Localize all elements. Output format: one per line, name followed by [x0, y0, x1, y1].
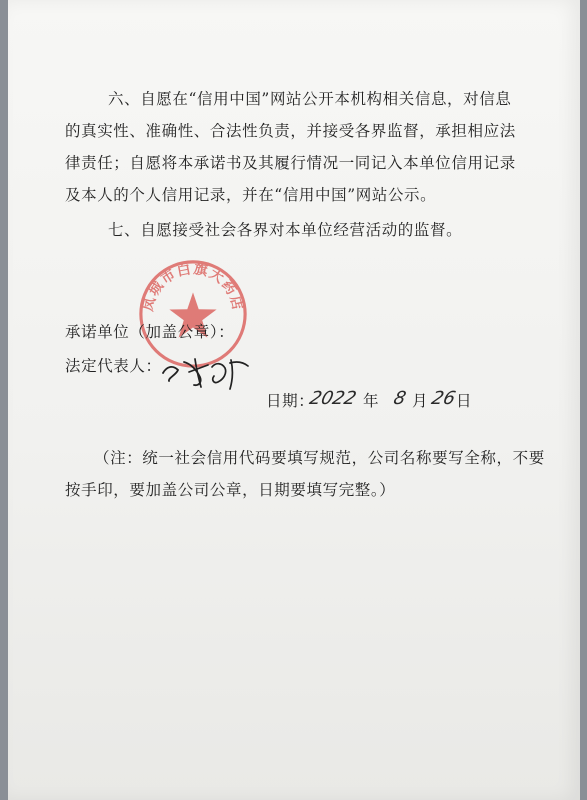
date-year-unit: 年	[363, 392, 380, 410]
seal-text: 凤城市白旗大药店	[140, 261, 246, 313]
clause-7: 七、自愿接受社会各界对本单位经营活动的监督。	[108, 221, 463, 239]
note-line-1: （注：统一社会信用代码要填写规范，公司名称要写全称，不要	[94, 449, 545, 467]
clause-6-line-2: 的真实性、准确性、合法性负责，并接受各界监督，承担相应法	[65, 122, 516, 140]
clause-6-line-1: 六、自愿在“信用中国”网站公开本机构相关信息，对信息	[108, 90, 512, 108]
document-page	[8, 0, 580, 800]
date-label: 日期：	[266, 392, 315, 410]
date-year-value: 2022	[307, 388, 359, 409]
date-month-unit: 月	[412, 392, 429, 410]
note-line-2: 按手印，要加盖公司公章，日期要填写完整。）	[65, 481, 396, 499]
legal-rep-label: 法定代表人：	[65, 357, 162, 375]
date-month-value: 8	[391, 388, 409, 409]
signature	[158, 351, 268, 393]
date-day-value: 26	[429, 388, 458, 409]
date-day-unit: 日	[456, 392, 473, 410]
clause-6-line-4: 及本人的个人信用记录，并在“信用中国”网站公示。	[65, 186, 437, 204]
unit-stamp-label: 承诺单位（加盖公章）：	[65, 323, 235, 341]
clause-6-line-3: 律责任；自愿将本承诺书及其履行情况一同记入本单位信用记录	[65, 154, 516, 172]
